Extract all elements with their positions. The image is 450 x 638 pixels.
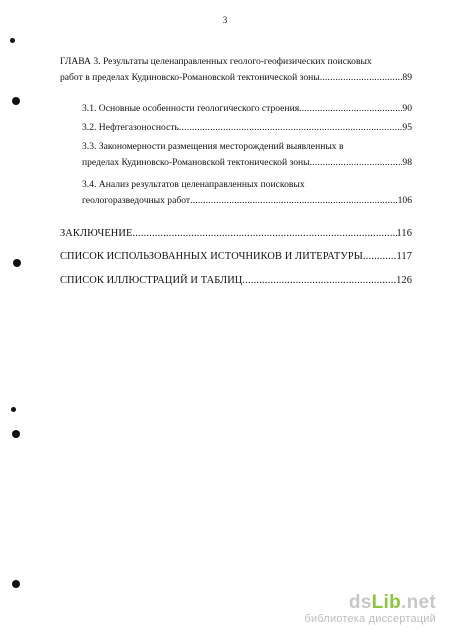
toc-section-3-4-page: 106 [397,195,412,206]
toc-section-3-2[interactable] [82,122,412,134]
toc-section-3-2-page: 95 [402,122,412,133]
punch-hole-3 [13,259,21,267]
toc-section-3-3[interactable] [82,157,412,169]
punch-hole-5 [12,430,20,438]
toc-leader-dots [310,157,403,169]
toc-section-3-2-title: 3.2. Нефтегазоносность [82,122,179,133]
toc-section-3-1-page: 90 [402,103,412,114]
toc-section-3-3-line2: пределах Кудиновско-Романовской тектонической зоны [82,157,310,168]
watermark-logo: dsLib.net [348,592,436,613]
toc-chapter3-line1: ГЛАВА 3. Результаты целенаправленных геолого-геофизических поисковых [60,56,372,67]
toc-conclusion[interactable] [60,228,412,240]
toc-section-3-1-title: 3.1. Основные особенности геологического строения [82,103,300,114]
page-number: 3 [222,15,228,25]
toc-leader-dots [242,275,396,287]
watermark [304,593,436,626]
watermark-subtitle: библиотека диссертаций [304,613,436,625]
punch-hole-6 [12,580,20,588]
toc-section-3-4[interactable] [82,195,412,207]
toc-chapter3-line2: работ в пределах Кудиновско-Романовской тектонической зоны [60,72,320,83]
toc-chapter3-page: 89 [402,72,412,83]
toc-illustrations-title: СПИСОК ИЛЛЮСТРАЦИЙ И ТАБЛИЦ [60,275,243,286]
toc-illustrations-page: 126 [396,275,412,286]
toc-leader-dots [299,103,402,115]
toc-illustrations[interactable] [60,275,412,287]
toc-sources-page: 117 [396,251,412,262]
toc-chapter3-entry[interactable] [60,72,412,84]
toc-section-3-3-page: 98 [402,157,412,168]
toc-conclusion-title: ЗАКЛЮЧЕНИЕ [60,228,133,239]
toc-sources[interactable] [60,251,412,263]
toc-leader-dots [363,251,397,263]
toc-section-3-4-line1: 3.4. Анализ результатов целенаправленных поисковых [82,179,305,190]
toc-leader-dots [179,122,402,134]
toc-conclusion-page: 116 [396,228,412,239]
toc-section-3-4-line2: геологоразведочных работ [82,195,191,206]
punch-hole-1 [10,38,15,43]
toc-section-3-1[interactable] [82,103,412,115]
toc-section-3-3-line1: 3.3. Закономерности размещения месторождений выявленных в [82,141,344,152]
toc-leader-dots [320,72,403,84]
toc-sources-title: СПИСОК ИСПОЛЬЗОВАННЫХ ИСТОЧНИКОВ И ЛИТЕРАТУРЫ [60,251,363,262]
punch-hole-2 [12,97,20,105]
punch-hole-4 [11,407,16,412]
toc-leader-dots [190,195,398,207]
toc-leader-dots [132,228,396,240]
